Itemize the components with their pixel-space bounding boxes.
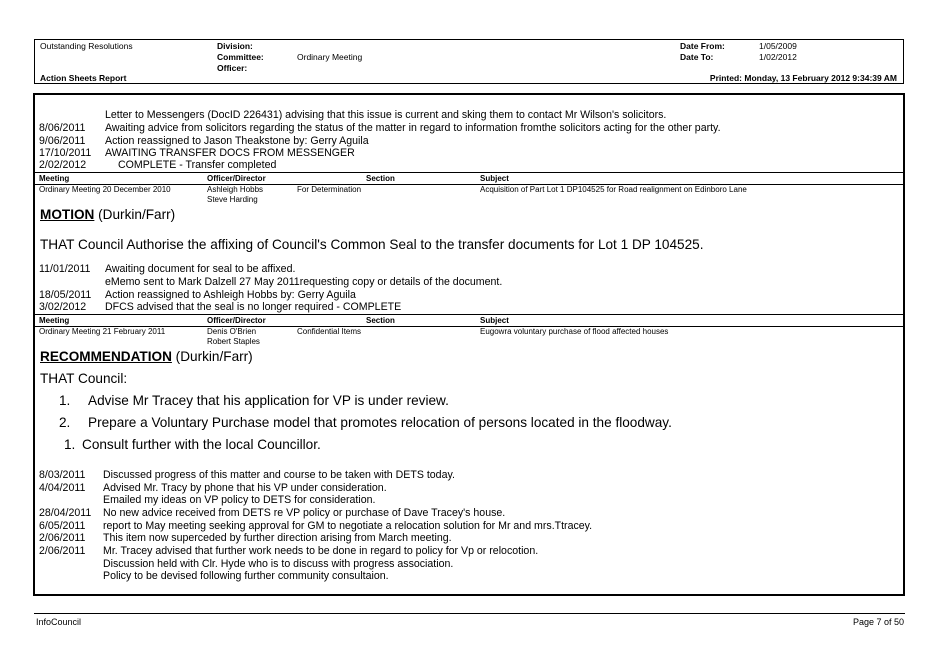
entry-text: Mr. Tracey advised that further work needs to be done in regard to policy for Vp or relocotion.: [103, 545, 539, 557]
col-meeting: Meeting: [39, 316, 70, 325]
entry-date: 2/06/2011: [39, 545, 86, 557]
entry-date: 28/04/2011: [39, 507, 92, 519]
entry-text: report to May meeting seeking approval for GM to negotiate a relocation solution for Mr and mrs.Ttracey.: [103, 520, 593, 532]
entry-date: 6/05/2011: [39, 520, 86, 532]
action-sheet-frame: [33, 93, 905, 596]
entry-text: AWAITING TRANSFER DOCS FROM MESSENGER: [105, 147, 355, 159]
report-name: Outstanding Resolutions: [40, 41, 133, 51]
entry-date: 17/10/2011: [39, 147, 92, 159]
item2-section: For Determination: [297, 185, 362, 194]
col-section: Section: [366, 316, 395, 325]
item2-subject: Acquisition of Part Lot 1 DP104525 for Road realignment on Edinboro Lane: [480, 185, 747, 194]
officer-label: Officer:: [217, 63, 248, 73]
item2-meeting: Ordinary Meeting 20 December 2010: [39, 185, 171, 194]
printed-value: Monday, 13 February 2012 9:34:39 AM: [744, 73, 897, 83]
printed-label: Printed:: [709, 73, 743, 83]
entry-text: Awaiting advice from solicitors regarding the status of the matter in regard to information fromthe solicitors acting for the other party.: [105, 122, 721, 134]
point-number: 2.: [59, 415, 71, 430]
footer-page-number: Page 7 of 50: [852, 617, 904, 627]
entry-text: Discussion held with Clr. Hyde who is to discuss with progress association.: [103, 558, 454, 570]
entry-date: 8/03/2011: [39, 469, 86, 481]
item3-heading-title: RECOMMENDATION: [40, 349, 172, 364]
report-type: Action Sheets Report: [40, 73, 127, 83]
col-meeting: Meeting: [39, 174, 70, 183]
report-header: [34, 39, 904, 84]
item2-table-header: [35, 172, 903, 185]
item3-meeting: Ordinary Meeting 21 February 2011: [39, 327, 166, 336]
entry-date: 4/04/2011: [39, 482, 86, 494]
committee-value: Ordinary Meeting: [297, 52, 363, 62]
item3-section: Confidential Items: [297, 327, 362, 336]
entry-text: Emailed my ideas on VP policy to DETS for consideration.: [103, 494, 376, 506]
item3-table-header: [35, 314, 903, 327]
point-text: Prepare a Voluntary Purchase model that promotes relocation of persons located in the floodway.: [88, 415, 672, 430]
col-subject: Subject: [480, 316, 509, 325]
entry-text: Action reassigned to Ashleigh Hobbs by: Gerry Aguila: [105, 289, 356, 301]
item2-officer1: Ashleigh Hobbs: [207, 185, 264, 194]
item3-officer2: Robert Staples: [207, 337, 260, 346]
col-officer: Officer/Director: [207, 174, 266, 183]
item2-resolution: THAT Council Authorise the affixing of Council's Common Seal to the transfer documents for Lot 1 DP 104525.: [40, 237, 704, 252]
item2-heading-movers: (Durkin/Farr): [94, 207, 176, 222]
point-text: Consult further with the local Councillor.: [82, 437, 321, 452]
entry-text: Action reassigned to Jason Theakstone by: Gerry Aguila: [105, 135, 369, 147]
entry-text: DFCS advised that the seal is no longer required - COMPLETE: [105, 301, 402, 313]
entry-text: Letter to Messengers (DocID 226431) advising that this issue is current and sking them to contact Mr Wilson's solicitors.: [105, 109, 667, 121]
entry-date: 9/06/2011: [39, 135, 86, 147]
entry-text: COMPLETE - Transfer completed: [118, 159, 277, 171]
col-subject: Subject: [480, 174, 509, 183]
point-number: 1.: [59, 393, 71, 408]
entry-date: 2/02/2012: [39, 159, 87, 171]
entry-text: This item now superceded by further direction arising from March meeting.: [103, 532, 452, 544]
item3-heading: [40, 349, 253, 365]
entry-date: 2/06/2011: [39, 532, 86, 544]
point-number: 1.: [64, 437, 76, 452]
entry-text: eMemo sent to Mark Dalzell 27 May 2011requesting copy or details of the document.: [105, 276, 503, 288]
entry-text: Policy to be devised following further community consultaion.: [103, 570, 389, 582]
entry-text: Discussed progress of this matter and course to be taken with DETS today.: [103, 469, 455, 481]
printed-timestamp: [710, 73, 897, 83]
col-officer: Officer/Director: [207, 316, 266, 325]
col-section: Section: [366, 174, 395, 183]
item3-intro: THAT Council:: [40, 371, 128, 386]
committee-label: Committee:: [217, 52, 264, 62]
date-to-value: 1/02/2012: [759, 52, 797, 62]
entry-date: 8/06/2011: [39, 122, 86, 134]
division-label: Division:: [217, 41, 253, 51]
date-from-label: Date From:: [680, 41, 725, 51]
footer-divider: [34, 613, 905, 614]
item3-subject: Eugowra voluntary purchase of flood affected houses: [480, 327, 669, 336]
entry-date: 3/02/2012: [39, 301, 87, 313]
item2-heading-title: MOTION: [40, 207, 95, 222]
entry-text: Advised Mr. Tracy by phone that his VP under consideration.: [103, 482, 387, 494]
item2-officer2: Steve Harding: [207, 195, 258, 204]
item3-officer1: Denis O'Brien: [207, 327, 257, 336]
entry-text: Awaiting document for seal to be affixed.: [105, 263, 296, 275]
point-text: Advise Mr Tracey that his application for VP is under review.: [88, 393, 449, 408]
item3-heading-movers: (Durkin/Farr): [171, 349, 253, 364]
footer-app-name: InfoCouncil: [36, 617, 82, 627]
entry-text: No new advice received from DETS re VP policy or purchase of Dave Tracey's house.: [103, 507, 506, 519]
date-to-label: Date To:: [680, 52, 714, 62]
date-from-value: 1/05/2009: [759, 41, 797, 51]
entry-date: 11/01/2011: [39, 263, 91, 275]
entry-date: 18/05/2011: [39, 289, 92, 301]
item2-heading: [40, 207, 175, 223]
